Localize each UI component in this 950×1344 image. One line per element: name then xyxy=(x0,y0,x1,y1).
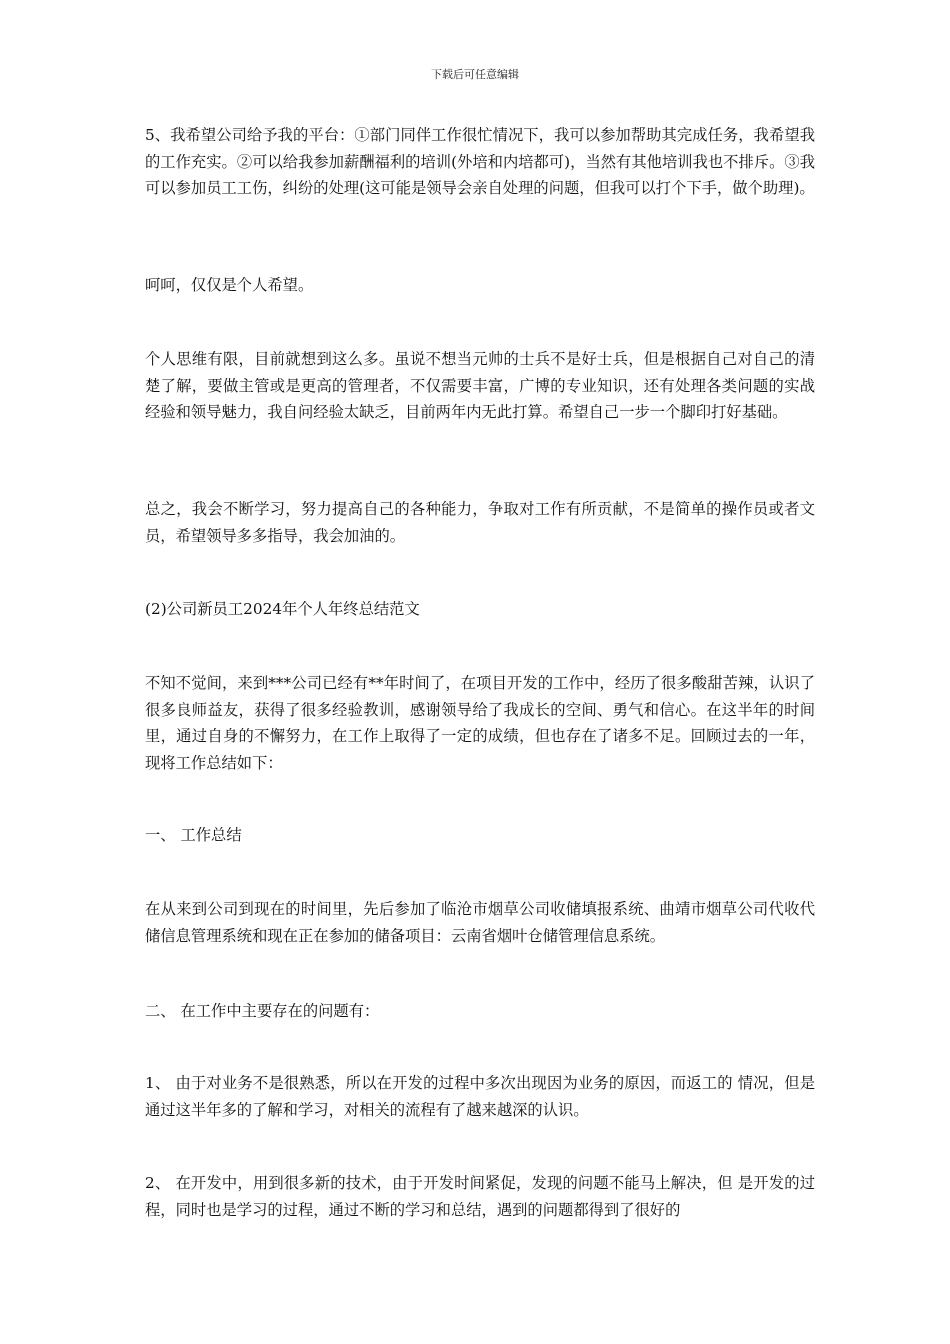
heading-work-summary: 一、 工作总结 xyxy=(145,826,242,844)
paragraph-projects: 在从来到公司到现在的时间里，先后参加了临沧市烟草公司收储填报系统、曲靖市烟草公司代收代储信息管理系统和现在正在参加的储备项目：云南省烟叶仓储管理信息系统。 xyxy=(145,900,815,945)
paragraph-problem-2: 2、 在开发中，用到很多新的技术，由于开发时间紧促，发现的问题不能马上解决，但 是开发的过程，同时也是学习的过程，通过不断的学习和总结，遇到的问题都得到了很好的 xyxy=(145,1174,815,1219)
paragraph-conclusion: 总之，我会不断学习，努力提高自己的各种能力，争取对工作有所贡献，不是简单的操作员或者文员，希望领导多多指导，我会加油的。 xyxy=(145,500,815,545)
paragraph-limited-thinking: 个人思维有限，目前就想到这么多。虽说不想当元帅的士兵不是好士兵，但是根据自己对自己的清楚了解，要做主管或是更高的管理者，不仅需要丰富，广博的专业知识，还有处理各类问题的实战经验和领导魅力，我自问经验太缺乏，目前两年内无此打算。希望自己一步一个脚印打好基础。 xyxy=(145,350,815,421)
section-title-summary: (2)公司新员工2024年个人年终总结范文 xyxy=(145,600,420,618)
page-header: 下载后可任意编辑 xyxy=(431,68,519,81)
heading-problems: 二、 在工作中主要存在的问题有： xyxy=(145,1002,380,1020)
paragraph-personal-hope: 呵呵，仅仅是个人希望。 xyxy=(145,276,314,294)
paragraph-problem-1: 1、 由于对业务不是很熟悉，所以在开发的过程中多次出现因为业务的原因，而返工的 情况，但是通过这半年多的了解和学习，对相关的流程有了越来越深的认识。 xyxy=(145,1074,815,1119)
paragraph-platform-hope: 5、我希望公司给予我的平台：①部门同伴工作很忙情况下，我可以参加帮助其完成任务，我希望我的工作充实。②可以给我参加薪酬福利的培训(外培和内培都可)，当然有其他培训我也不排斥。③我可以参加员工工伤，纠纷的处理(这可能是领导会亲自处理的问题，但我可以打个下手，做个助理)。 xyxy=(145,126,815,197)
paragraph-intro: 不知不觉间，来到***公司已经有**年时间了，在项目开发的工作中，经历了很多酸甜苦辣，认识了很多良师益友，获得了很多经验教训，感谢领导给了我成长的空间、勇气和信心。在这半年的时间里，通过自身的不懈努力，在工作上取得了一定的成绩，但也存在了诸多不足。回顾过去的一年，现将工作总结如下： xyxy=(145,674,815,772)
